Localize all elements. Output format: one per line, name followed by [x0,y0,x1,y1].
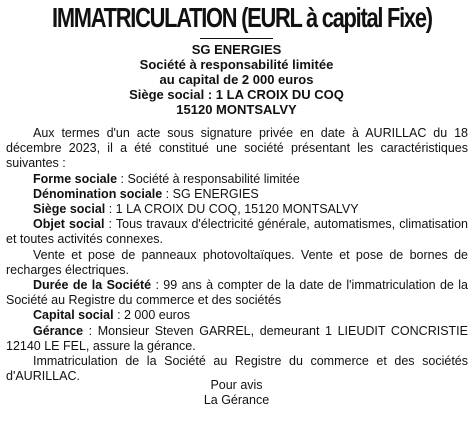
company-name: SG ENERGIES [191,42,282,57]
field-forme [6,172,468,187]
field-label: Durée de la Société [33,278,152,293]
registration-paragraph: Immatriculation de la Société au Registre du commerce et des sociétés d'AURILLAC. [6,354,468,384]
company-legal-form: Société à responsabilité limitée [139,57,334,72]
company-city: 15120 MONTSALVY [176,102,297,117]
company-capital: au capital de 2 000 euros [159,72,314,87]
field-gerance [6,324,468,354]
field-capital [6,308,468,323]
title-divider [200,38,273,39]
field-denomination [6,187,468,202]
signoff-signature: La Gérance [203,393,270,407]
company-header [0,42,473,117]
field-siege [6,202,468,217]
field-duree [6,278,468,308]
field-value: : SG ENERGIES [162,186,259,201]
company-seat: Siège social : 1 LA CROIX DU COQ [129,87,344,102]
field-value: : Monsieur Steven GARREL, demeurant 1 LIEUDIT CONCRISTIE 12140 LE FEL, assure la gérance. [6,323,468,353]
field-value: : Société à responsabilité limitée [117,171,300,186]
notice-body [6,126,468,384]
field-label: Dénomination sociale [33,186,163,201]
field-label: Gérance [33,323,84,338]
field-label: Capital social [33,308,114,323]
signoff [0,378,473,408]
notice-title: IMMATRICULATION (EURL à capital Fixe) [52,2,432,33]
field-value: : 2 000 euros [113,308,191,323]
signoff-line1: Pour avis [210,378,263,392]
field-label: Siège social [33,202,106,217]
objet-extra-paragraph: Vente et pose de panneaux photovoltaïques. Vente et pose de bornes de recharges électriques. [6,247,468,277]
field-objet [6,217,468,247]
field-value: : Tous travaux d'électricité générale, automatismes, climatisation et toutes activités connexes. [6,217,468,247]
field-label: Objet social [33,217,105,232]
field-value: : 99 ans à compter de la date de l'immatriculation de la Société au Registre du commerce et des sociétés [6,278,468,308]
field-label: Forme sociale [33,171,118,186]
intro-paragraph: Aux termes d'un acte sous signature privée en date à AURILLAC du 18 décembre 2023, il a été constitué une société présentant les caractéristiques suivantes : [6,126,468,171]
field-value: : 1 LA CROIX DU COQ, 15120 MONTSALVY [105,202,359,217]
